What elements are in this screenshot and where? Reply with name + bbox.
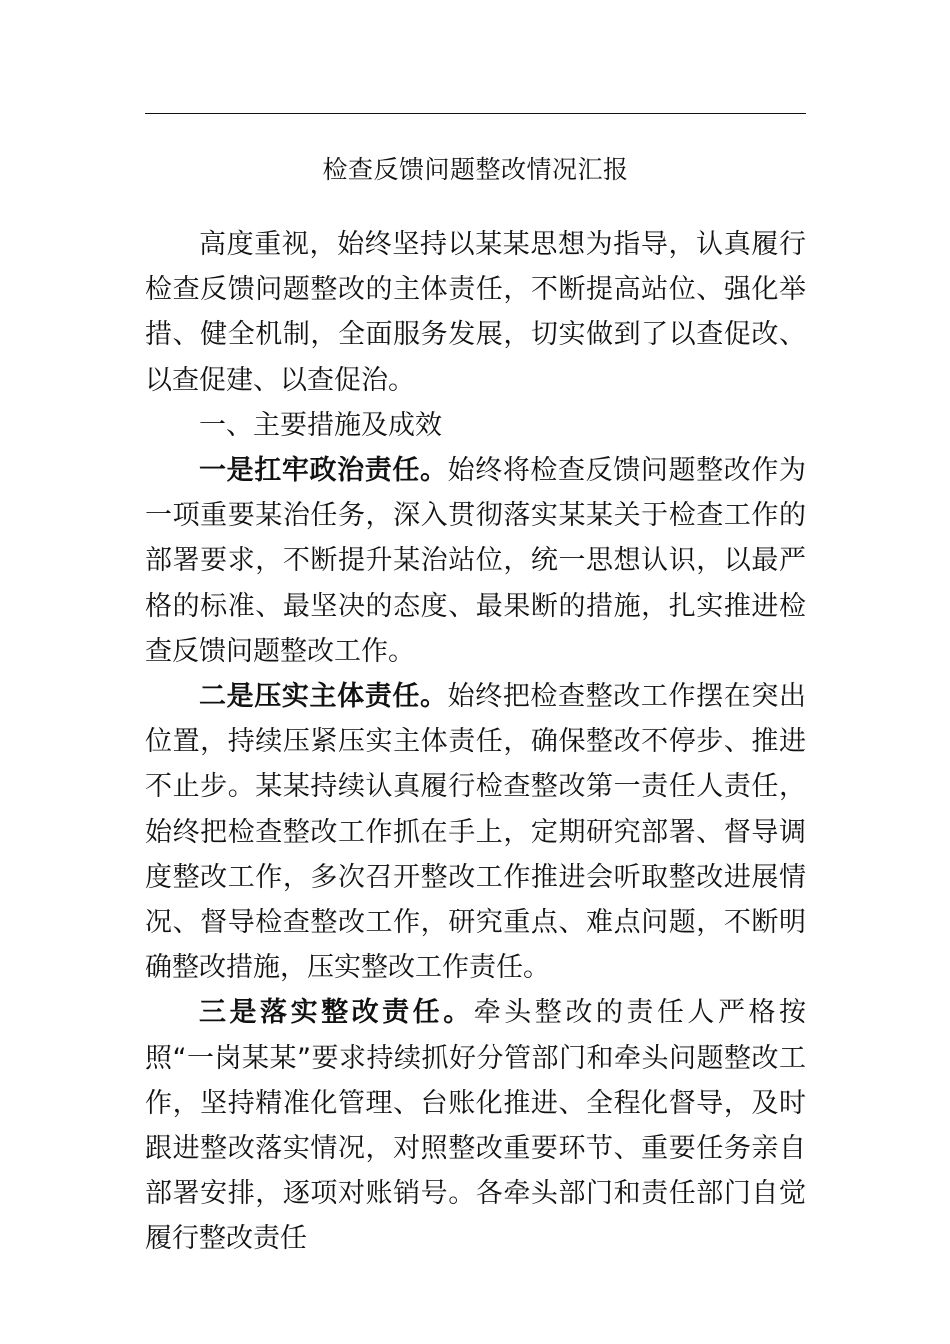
paragraph-lead: 三是落实整改责任。 (199, 997, 474, 1029)
paragraph-text: 牵头整改的责任人严格按照“一岗某某”要求持续抓好分管部门和牵头问题整改工作，坚持精准化管理、台账化推进、全程化督导，及时跟进整改落实情况，对照整改重要环节、重要任务亲自部署安排，逐项对账销号。各牵头部门和责任部门自觉履行整改责任 (145, 997, 807, 1255)
document-body (145, 222, 806, 1262)
paragraph-lead: 一是扛牢政治责任。 (199, 455, 448, 487)
header-rule (145, 113, 806, 114)
paragraph-lead: 二是压实主体责任。 (199, 681, 448, 713)
paragraph-text: 高度重视，始终坚持以某某思想为指导，认真履行检查反馈问题整改的主体责任，不断提高站位、强化举措、健全机制，全面服务发展，切实做到了以查促改、以查促建、以查促治。 (145, 229, 806, 396)
paragraph-political-responsibility (145, 448, 806, 674)
section-heading (145, 403, 806, 448)
paragraph-text: 始终将检查反馈问题整改作为一项重要某治任务，深入贯彻落实某某关于检查工作的部署要求，不断提升某治站位，统一思想认识，以最严格的标准、最坚决的态度、最果断的措施，扎实推进检查反馈问题整改工作。 (145, 455, 807, 667)
paragraph-text: 始终把检查整改工作摆在突出位置，持续压紧压实主体责任，确保整改不停步、推进不止步。某某持续认真履行检查整改第一责任人责任，始终把检查整改工作抓在手上，定期研究部署、督导调度整改工作，多次召开整改工作推进会听取整改进展情况、督导检查整改工作，研究重点、难点问题，不断明确整改措施，压实整改工作责任。 (145, 681, 807, 984)
paragraph-text: 一、主要措施及成效 (199, 409, 442, 441)
document-title: 检查反馈问题整改情况汇报 (322, 155, 629, 184)
paragraph-rectification-responsibility (145, 990, 806, 1261)
paragraph-intro (145, 222, 806, 403)
paragraph-main-responsibility (145, 674, 806, 990)
